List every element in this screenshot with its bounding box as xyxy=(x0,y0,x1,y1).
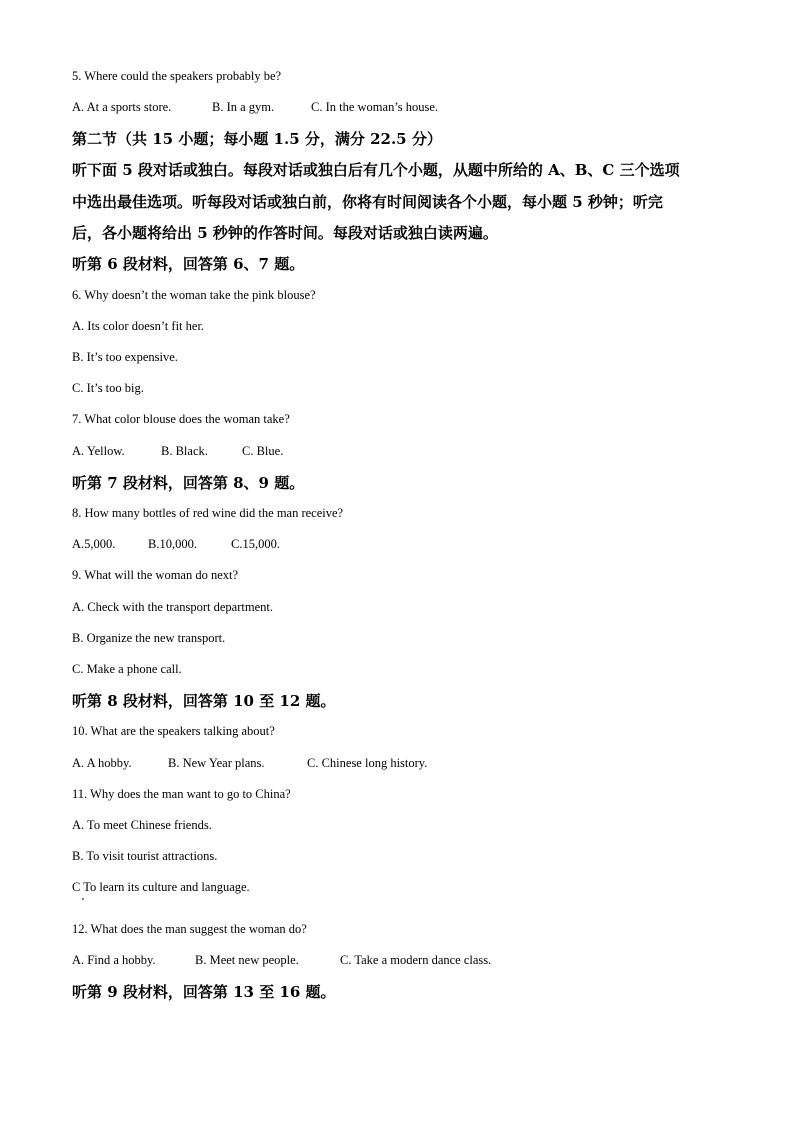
question-9-option-a: A. Check with the transport department. xyxy=(72,600,273,614)
instructions-line-2: 中选出最佳选项。听每段对话或独白前，你将有时间阅读各个小题，每小题 5 秒钟；听完 xyxy=(72,193,663,211)
option-c: C. Take a modern dance class. xyxy=(340,953,492,967)
material-7-heading: 听第 7 段材料，回答第 8、9 题。 xyxy=(72,474,305,492)
question-6: 6. Why doesn’t the woman take the pink blouse? xyxy=(72,288,316,302)
option-c: C. In the woman’s house. xyxy=(311,100,439,114)
question-7: 7. What color blouse does the woman take? xyxy=(72,412,290,426)
question-11-option-c: C To learn its culture and language. xyxy=(72,880,250,894)
stray-mark xyxy=(82,898,84,900)
instructions-line-3: 后，各小题将给出 5 秒钟的作答时间。每段对话或独白读两遍。 xyxy=(72,224,498,242)
question-11-option-a: A. To meet Chinese friends. xyxy=(72,818,212,832)
question-8-options xyxy=(72,536,280,552)
question-10: 10. What are the speakers talking about? xyxy=(72,724,275,738)
option-b: B. In a gym. xyxy=(212,100,275,114)
option-a: A. Find a hobby. xyxy=(72,953,156,967)
option-b: B. Meet new people. xyxy=(195,953,299,967)
material-8-heading: 听第 8 段材料，回答第 10 至 12 题。 xyxy=(72,692,336,710)
material-6-heading: 听第 6 段材料，回答第 6、7 题。 xyxy=(72,255,305,273)
option-b: B. Black. xyxy=(161,444,208,458)
question-12-options xyxy=(72,952,491,968)
material-9-heading: 听第 9 段材料，回答第 13 至 16 题。 xyxy=(72,983,336,1001)
question-5-options xyxy=(72,99,438,115)
option-a: A. At a sports store. xyxy=(72,100,172,114)
question-11-option-b: B. To visit tourist attractions. xyxy=(72,849,218,863)
question-9: 9. What will the woman do next? xyxy=(72,568,239,582)
option-b: B.10,000. xyxy=(148,537,197,551)
option-b: B. New Year plans. xyxy=(168,756,265,770)
question-6-option-c: C. It’s too big. xyxy=(72,381,144,395)
question-6-option-a: A. Its color doesn’t fit her. xyxy=(72,319,205,333)
section-heading: 第二节（共 15 小题；每小题 1.5 分，满分 22.5 分） xyxy=(72,130,442,148)
question-6-option-b: B. It’s too expensive. xyxy=(72,350,178,364)
question-9-option-b: B. Organize the new transport. xyxy=(72,631,226,645)
question-11: 11. Why does the man want to go to China? xyxy=(72,787,291,801)
question-8: 8. How many bottles of red wine did the man receive? xyxy=(72,506,344,520)
option-a: A. A hobby. xyxy=(72,756,132,770)
question-7-options xyxy=(72,443,283,459)
question-10-options xyxy=(72,755,427,771)
option-a: A. Yellow. xyxy=(72,444,125,458)
question-9-option-c: C. Make a phone call. xyxy=(72,662,182,676)
question-5: 5. Where could the speakers probably be? xyxy=(72,69,282,83)
instructions-line-1: 听下面 5 段对话或独白。每段对话或独白后有几个小题，从题中所给的 A、B、C 三个选项 xyxy=(72,161,680,179)
option-c: C. Blue. xyxy=(242,444,284,458)
option-c: C. Chinese long history. xyxy=(307,756,428,770)
question-12: 12. What does the man suggest the woman do? xyxy=(72,922,307,936)
option-a: A.5,000. xyxy=(72,537,116,551)
option-c: C.15,000. xyxy=(231,537,280,551)
